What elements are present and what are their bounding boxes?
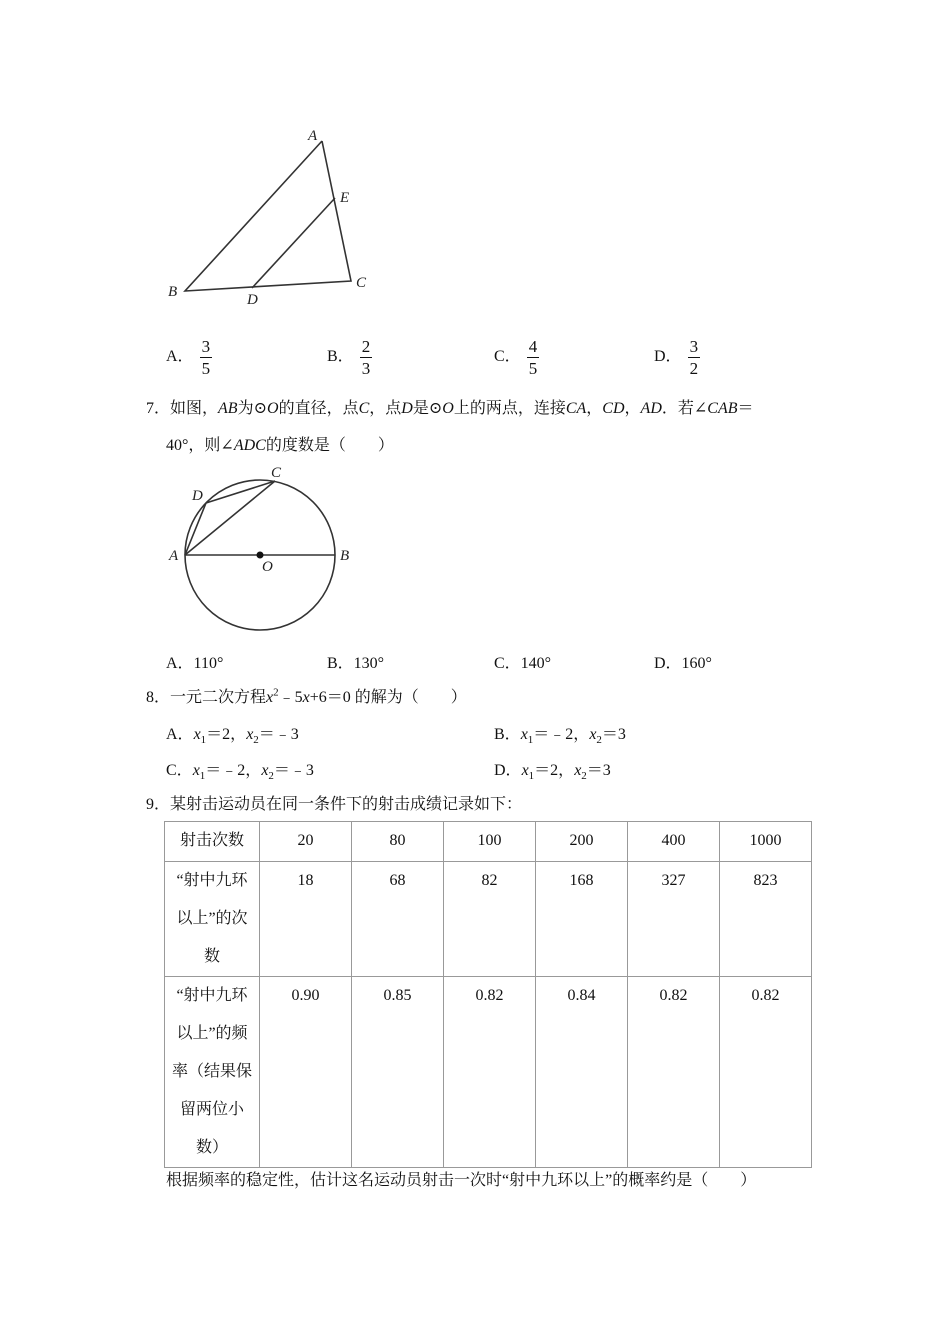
table-cell: 68 <box>352 862 444 977</box>
label-c: C <box>271 465 282 481</box>
q7-circle-figure <box>164 460 364 640</box>
table-cell: 400 <box>628 822 720 862</box>
q7-option-c: C．140° <box>494 655 552 672</box>
row-header: 射击次数 <box>165 822 260 862</box>
table-cell: 327 <box>628 862 720 977</box>
table-cell: 82 <box>444 862 536 977</box>
q9-stem: 9．某射击运动员在同一条件下的射击成绩记录如下： <box>146 796 523 813</box>
table-cell: 80 <box>352 822 444 862</box>
q6-option-c: C． $\frac{4}{5}$ <box>494 337 538 378</box>
table-cell: 168 <box>536 862 628 977</box>
table-cell: 0.84 <box>536 977 628 1168</box>
chord-dc <box>206 481 275 503</box>
label-e: E <box>340 190 350 206</box>
table-row <box>165 862 812 977</box>
q6-option-d: D． $\frac{3}{2}$ <box>654 337 699 378</box>
q8-option-a: A．$x_1=2$，$x_2=﹣3$ <box>166 726 299 747</box>
table-cell: 20 <box>260 822 352 862</box>
q7-stem-line2: 40°，则∠ADC的度数是（ ） <box>166 437 394 454</box>
q6-option-a: A． $\frac{3}{5}$ <box>166 337 211 378</box>
label-a: A <box>308 128 318 144</box>
q8-option-c: C．$x_1=﹣2$，$x_2=﹣3$ <box>166 762 314 783</box>
q9-followup: 根据频率的稳定性，估计这名运动员射击一次时“射中九环以上”的概率约是（ ） <box>166 1172 757 1189</box>
table-cell: 0.82 <box>720 977 812 1168</box>
table-cell: 200 <box>536 822 628 862</box>
row-header: “射中九环 以上”的频 率（结果保 留两位小 数） <box>165 977 260 1168</box>
segment-de <box>252 198 335 288</box>
q7-option-a: A．110° <box>166 655 224 672</box>
row-header: “射中九环 以上”的次 数 <box>165 862 260 977</box>
center-point <box>257 552 264 559</box>
label-b: B <box>168 284 178 300</box>
table-cell: 823 <box>720 862 812 977</box>
table-cell: 0.85 <box>352 977 444 1168</box>
shooting-record-table <box>164 821 812 1168</box>
label-d: D <box>247 292 258 308</box>
table-cell: 0.90 <box>260 977 352 1168</box>
q6-triangle-figure <box>160 120 380 310</box>
q8-stem: 8．一元二次方程$x^2﹣5x+6=0$ 的解为（ ） <box>146 686 467 706</box>
label-c: C <box>356 275 367 291</box>
label-o: O <box>262 559 273 575</box>
q6-option-b: B． $\frac{2}{3}$ <box>327 337 371 378</box>
triangle-abc <box>185 141 351 291</box>
q7-stem-line1: 7．如图，AB为⊙O的直径，点C，点D是⊙O上的两点，连接CA，CD，AD．若∠CAB＝ <box>146 400 754 417</box>
label-a: A <box>169 548 179 564</box>
q7-option-d: D．160° <box>654 655 712 672</box>
q8-option-b: B．$x_1=﹣2$，$x_2=3$ <box>494 726 626 747</box>
table-row <box>165 977 812 1168</box>
table-row <box>165 822 812 862</box>
table-cell: 1000 <box>720 822 812 862</box>
q7-option-b: B．130° <box>327 655 385 672</box>
label-b: B <box>340 548 350 564</box>
table-cell: 18 <box>260 862 352 977</box>
table-cell: 100 <box>444 822 536 862</box>
table-cell: 0.82 <box>444 977 536 1168</box>
q8-option-d: D．$x_1=2$，$x_2=3$ <box>494 762 611 783</box>
table-cell: 0.82 <box>628 977 720 1168</box>
label-d: D <box>192 488 203 504</box>
